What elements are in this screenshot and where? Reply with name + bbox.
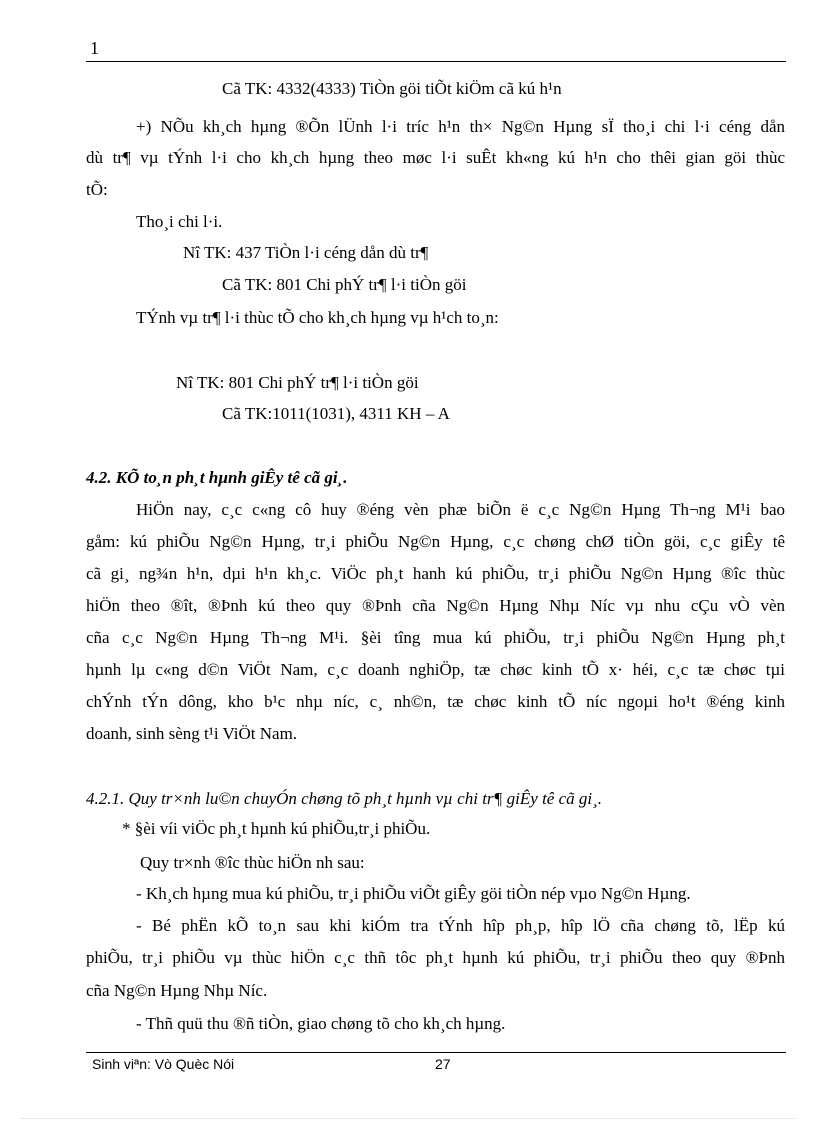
text-line: Quy tr×nh ®îc thùc hiÖn nh sau: <box>140 853 365 872</box>
text-line: doanh, sinh sèng t¹i ViÖt Nam. <box>86 724 298 743</box>
text-line: - Thñ quü thu ®ñ tiÒn, giao chøng tõ cho kh¸ch hµng. <box>136 1014 506 1033</box>
text-line: phiÕu, tr¸i phiÕu vµ thùc hiÖn c¸c thñ tôc ph¸t hµnh kú phiÕu, tr¸i phiÕu theo quy ®Þnh <box>86 948 785 967</box>
text-line: Nî TK: 437 TiÒn l·i céng dån dù tr¶ <box>183 243 429 262</box>
text-line: - Kh¸ch hµng mua kú phiÕu, tr¸i phiÕu viÕt giÊy göi tiÒn nép vµo Ng©n Hµng. <box>136 884 691 903</box>
header-rule <box>86 61 786 62</box>
text-line: hiÖn theo ®ît, ®Þnh kú theo quy ®Þnh cña Ng©n Hµng Nhµ Níc vµ nhu cÇu vÒ vèn <box>86 596 785 615</box>
text-line: HiÖn nay, c¸c c«ng cô huy ®éng vèn phæ biÕn ë c¸c Ng©n Hµng Th¬ng M¹i bao <box>136 500 785 519</box>
header-page-number: 1 <box>90 38 99 58</box>
footer-author: Sinh viªn: Vò Quèc Nói <box>92 1056 235 1072</box>
section-heading: 4.2. KÕ to¸n ph¸t hµnh giÊy tê cã gi¸. <box>86 468 348 487</box>
text-line: chÝnh tÝn dông, kho b¹c nhµ níc, c¸ nh©n, tæ chøc kinh tÕ níc ngoµi ho¹t ®éng kinh <box>86 692 785 711</box>
text-line: gåm: kú phiÕu Ng©n Hµng, tr¸i phiÕu Ng©n Hµng, c¸c chøng chØ tiÒn göi, c¸c giÊy tê <box>86 532 785 551</box>
text-line: Cã TK:1011(1031), 4311 KH – A <box>222 404 450 423</box>
text-line: cña Ng©n Hµng Nhµ Níc. <box>86 981 268 1000</box>
text-line: Cã TK: 4332(4333) TiÒn göi tiÕt kiÖm cã kú h¹n <box>222 79 562 98</box>
footer-page-number: 27 <box>435 1056 451 1072</box>
text-line: cã gi¸ ng¾n h¹n, dµi h¹n kh¸c. ViÖc ph¸t hanh kú phiÕu, tr¸i phiÕu Ng©n Hµng ®îc thùc <box>86 564 785 583</box>
text-line: Cã TK: 801 Chi phÝ tr¶ l·i tiÒn göi <box>222 275 467 294</box>
page-edge-divider <box>20 1118 796 1119</box>
text-line: * §èi víi viÖc ph¸t hµnh kú phiÕu,tr¸i phiÕu. <box>122 819 431 838</box>
footer-rule <box>86 1052 786 1053</box>
text-line: Nî TK: 801 Chi phÝ tr¶ l·i tiÒn göi <box>176 373 419 392</box>
text-line: cña c¸c Ng©n Hµng Th¬ng M¹i. §èi tîng mua kú phiÕu, tr¸i phiÕu Ng©n Hµng ph¸t <box>86 628 785 647</box>
text-line: - Bé phËn kÕ to¸n sau khi kiÓm tra tÝnh hîp ph¸p, hîp lÖ cña chøng tõ, lËp kú <box>136 916 785 935</box>
text-line: dù tr¶ vµ tÝnh l·i cho kh¸ch hµng theo møc l·i suÊt kh«ng kú h¹n cho thêi gian göi thùc <box>86 148 785 167</box>
text-line: hµnh lµ c«ng d©n ViÖt Nam, c¸c doanh nghiÖp, tæ chøc kinh tÕ x· héi, c¸c tæ chøc tµi <box>86 660 785 679</box>
text-line: TÝnh vµ tr¶ l·i thùc tÕ cho kh¸ch hµng vµ h¹ch to¸n: <box>136 308 499 327</box>
text-line: tÕ: <box>86 180 108 199</box>
subsection-heading: 4.2.1. Quy tr×nh lu©n chuyÓn chøng tõ ph¸t hµnh vµ chi tr¶ giÊy tê cã gi¸. <box>86 789 603 808</box>
text-line: +) NÕu kh¸ch hµng ®Õn lÜnh l·i tríc h¹n th× Ng©n Hµng sÏ tho¸i chi l·i céng dån <box>136 117 785 136</box>
text-line: Tho¸i chi l·i. <box>136 212 223 231</box>
